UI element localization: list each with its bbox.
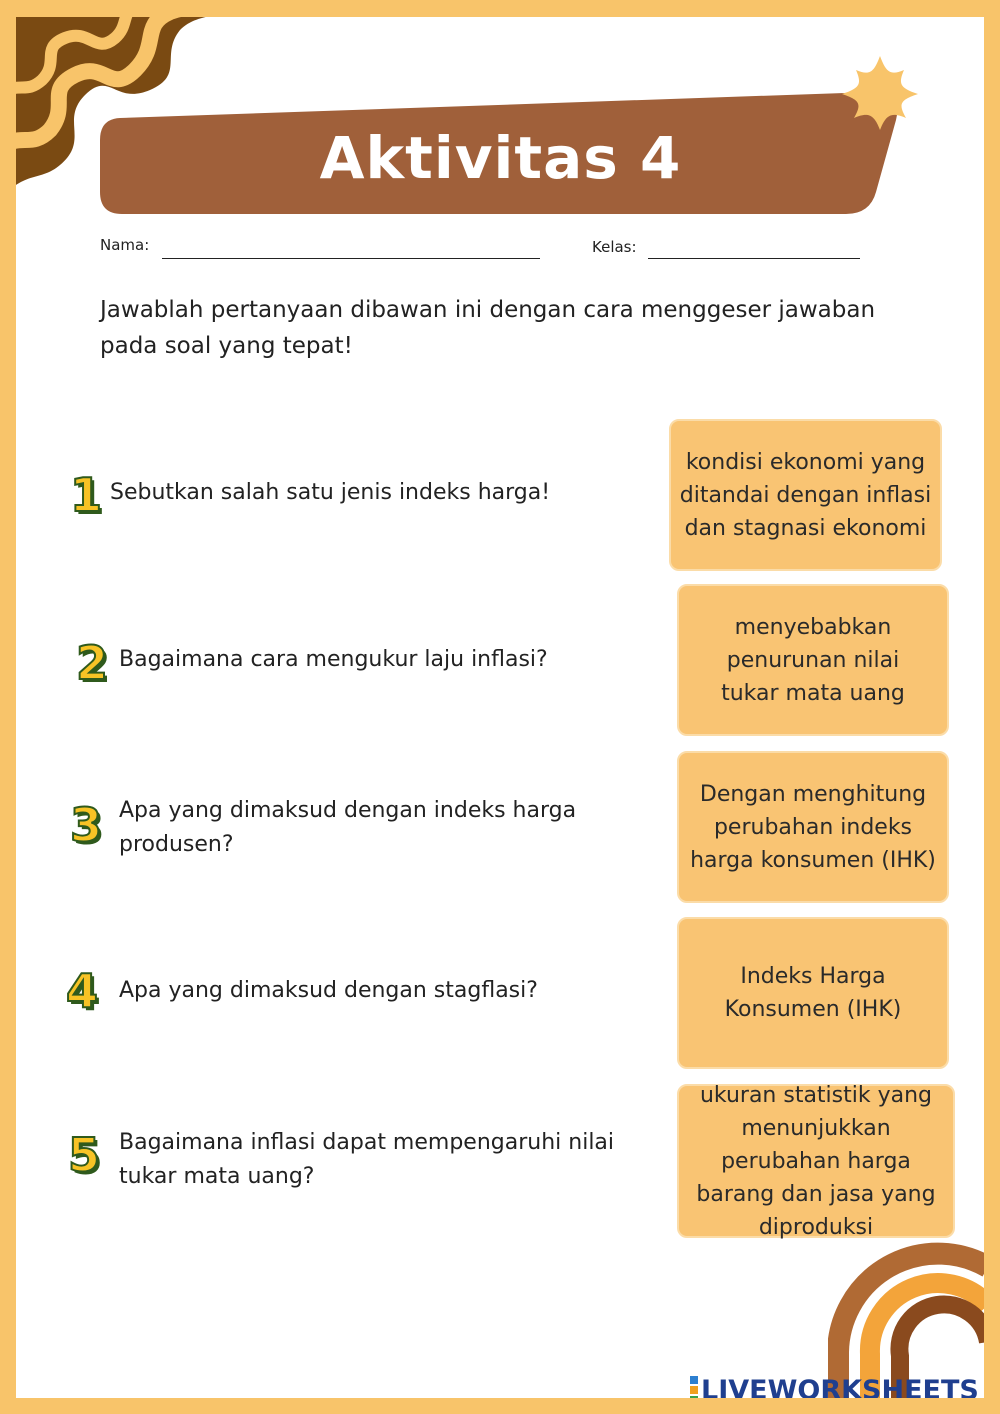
question-text-1: Sebutkan salah satu jenis indeks harga!	[110, 480, 551, 505]
liveworksheets-watermark	[690, 1372, 979, 1408]
answer-card-1[interactable]: kondisi ekonomi yang ditandai dengan inflasi dan stagnasi ekonomi	[669, 419, 942, 571]
class-field[interactable]	[648, 258, 860, 259]
instruction-text: Jawablah pertanyaan dibawan ini dengan cara menggeser jawaban pada soal yang tepat!	[100, 297, 876, 359]
watermark-text: LIVEWORKSHEETS	[701, 1374, 979, 1406]
answer-card-2[interactable]: menyebabkan penurunan nilai tukar mata uang	[677, 584, 949, 736]
question-number-4: 4	[66, 964, 99, 1018]
question-text-5: Bagaimana inflasi dapat mempengaruhi nilai tukar mata uang?	[119, 1130, 615, 1189]
question-text-2: Bagaimana cara mengukur laju inflasi?	[119, 647, 548, 672]
question-text-3: Apa yang dimaksud dengan indeks harga produsen?	[119, 798, 577, 857]
question-number-2: 2	[76, 636, 109, 690]
answer-card-4[interactable]: Indeks Harga Konsumen (IHK)	[677, 917, 949, 1069]
question-number-5: 5	[68, 1128, 101, 1182]
name-field[interactable]	[162, 258, 540, 259]
liveworksheets-logo-icon	[690, 1376, 698, 1404]
question-text-4: Apa yang dimaksud dengan stagflasi?	[119, 978, 538, 1003]
page-title: Aktivitas 4	[319, 124, 682, 192]
answer-card-3[interactable]: Dengan menghitung perubahan indeks harga konsumen (IHK)	[677, 751, 949, 903]
class-label: Kelas:	[592, 238, 637, 256]
question-number-3: 3	[70, 798, 103, 852]
name-label: Nama:	[100, 236, 150, 254]
answer-card-5[interactable]: ukuran statistik yang menunjukkan perubahan harga barang dan jasa yang diproduksi	[677, 1084, 955, 1238]
question-number-1: 1	[70, 468, 103, 522]
